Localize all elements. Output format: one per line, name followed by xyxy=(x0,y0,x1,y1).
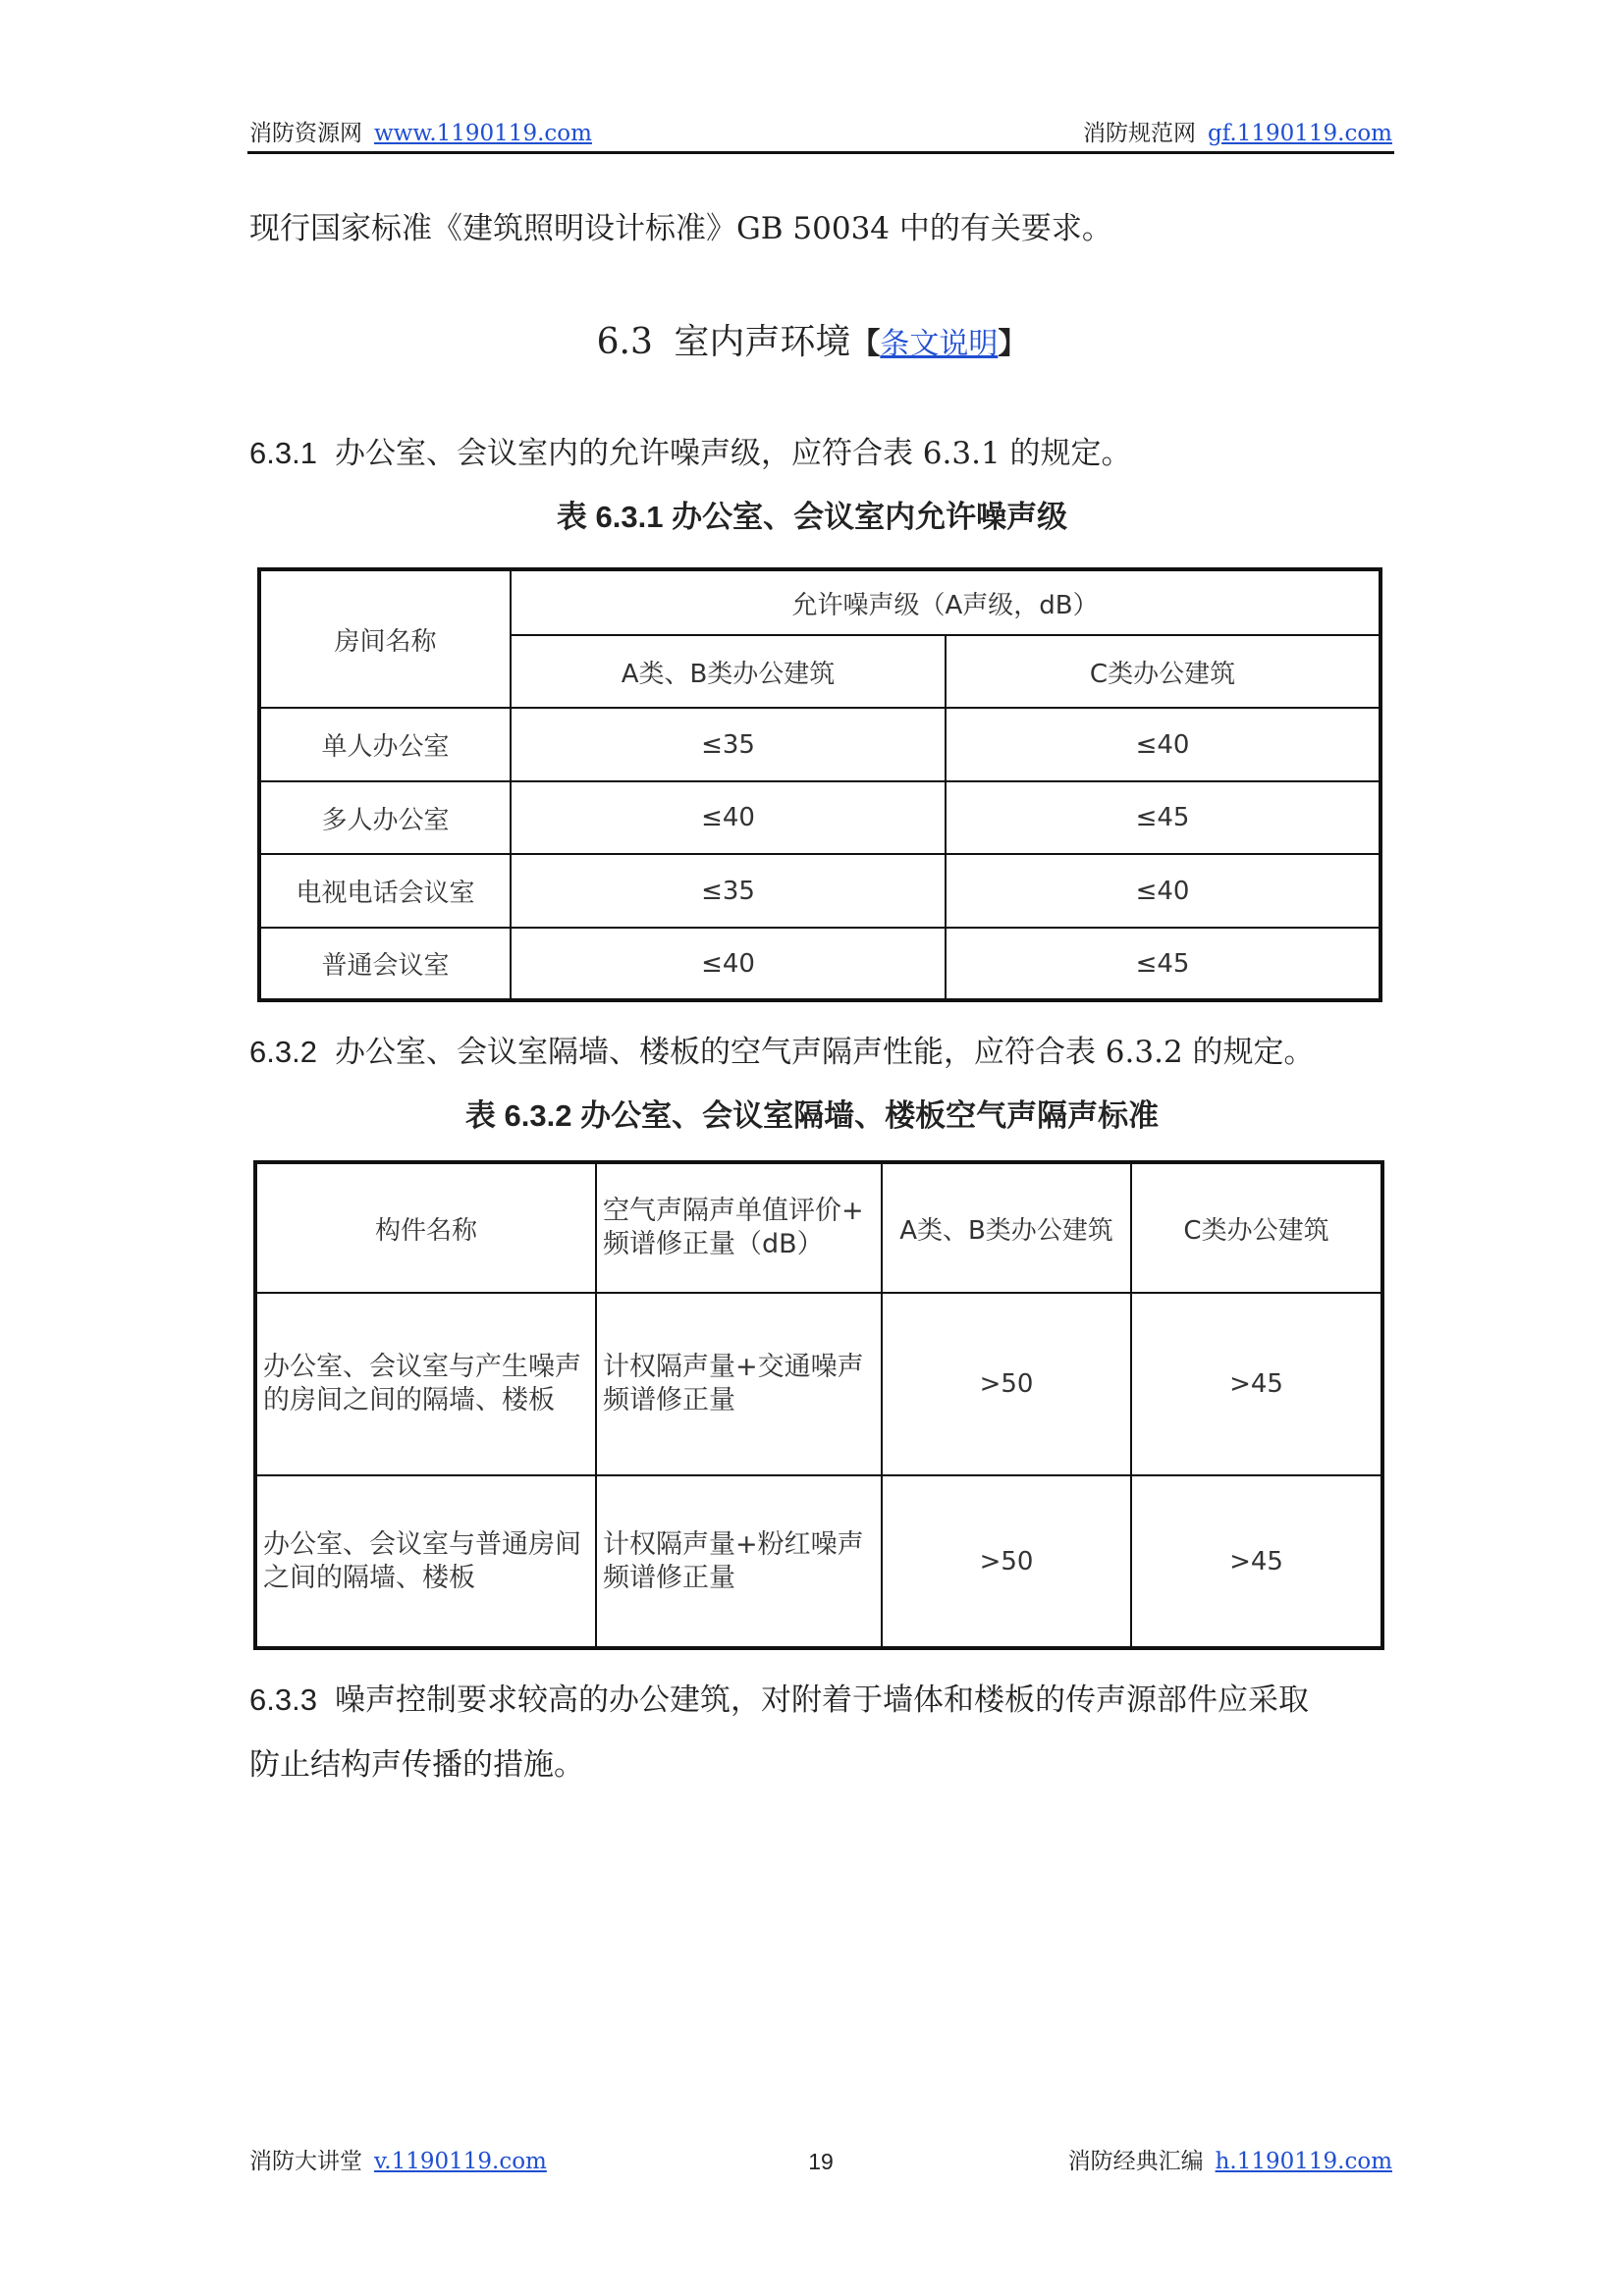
cell-evaluation-line2: 频谱修正量 xyxy=(603,1562,735,1593)
header-left xyxy=(249,116,592,151)
header-evaluation-line1: 空气声隔声单值评价+ xyxy=(603,1196,864,1226)
table-6-3-1 xyxy=(257,567,1382,1002)
cell-evaluation-line1: 计权隔声量+交通噪声 xyxy=(603,1352,864,1382)
cell-ab-value: ≤35 xyxy=(511,854,946,928)
header-right-link[interactable]: gf.1190119.com xyxy=(1207,121,1392,146)
header-class-ab: A类、B类办公建筑 xyxy=(882,1162,1131,1293)
header-left-link[interactable]: www.1190119.com xyxy=(374,121,592,146)
clause-text: 办公室、会议室内的允许噪声级，应符合表 6.3.1 的规定。 xyxy=(334,436,1132,471)
cell-room: 多人办公室 xyxy=(259,781,511,854)
cell-c-value: ≤40 xyxy=(946,854,1380,928)
footer-right-site-name: 消防经典汇编 xyxy=(1067,2149,1204,2174)
header-component-name: 构件名称 xyxy=(255,1162,596,1293)
cell-component xyxy=(255,1293,596,1475)
cell-ab-value: >50 xyxy=(882,1475,1131,1648)
table-row xyxy=(259,781,1380,854)
clause-6-3-3-continued: 防止结构声传播的措施。 xyxy=(249,1747,584,1783)
table-6-3-2-caption: 表 6.3.2 办公室、会议室隔墙、楼板空气声隔声标准 xyxy=(464,1098,1160,1133)
cell-ab-value: ≤35 xyxy=(511,708,946,781)
cell-ab-value: >50 xyxy=(882,1293,1131,1475)
table-row xyxy=(255,1293,1382,1475)
header-left-site-name: 消防资源网 xyxy=(249,121,362,146)
cell-c-value: ≤45 xyxy=(946,781,1380,854)
cell-evaluation-line1: 计权隔声量+粉红噪声 xyxy=(603,1528,864,1560)
table-row xyxy=(259,928,1380,1000)
cell-evaluation-line2: 频谱修正量 xyxy=(603,1385,735,1415)
clause-6-3-2 xyxy=(249,1033,1315,1072)
cell-room: 单人办公室 xyxy=(259,708,511,781)
cell-component-line2: 之间的隔墙、楼板 xyxy=(263,1562,475,1593)
header-allowed-noise: 允许噪声级（A声级，dB） xyxy=(511,569,1380,635)
cell-ab-value: ≤40 xyxy=(511,781,946,854)
table-row xyxy=(255,1475,1382,1648)
cell-component xyxy=(255,1475,596,1648)
header-right xyxy=(1083,116,1392,151)
header-divider xyxy=(247,151,1394,154)
clause-explanation-link[interactable]: 条文说明 xyxy=(880,327,999,361)
clause-text: 办公室、会议室隔墙、楼板的空气声隔声性能，应符合表 6.3.2 的规定。 xyxy=(334,1035,1315,1070)
cell-ab-value: ≤40 xyxy=(511,928,946,1000)
table-row xyxy=(259,854,1380,928)
clause-number: 6.3.3 xyxy=(249,1682,317,1717)
header-class-c: C类办公建筑 xyxy=(1131,1162,1382,1293)
cell-room: 普通会议室 xyxy=(259,928,511,1000)
table-6-3-1-caption: 表 6.3.1 办公室、会议室内允许噪声级 xyxy=(556,500,1068,534)
clause-6-3-1 xyxy=(249,434,1132,473)
cell-evaluation xyxy=(596,1293,882,1475)
header-class-ab: A类、B类办公建筑 xyxy=(511,635,946,708)
clause-number: 6.3.2 xyxy=(249,1035,317,1069)
section-heading xyxy=(0,320,1624,367)
cell-component-line2: 的房间之间的隔墙、楼板 xyxy=(263,1385,555,1415)
cell-evaluation xyxy=(596,1475,882,1648)
footer-left-link[interactable]: v.1190119.com xyxy=(374,2149,547,2174)
table-row xyxy=(259,708,1380,781)
cell-component-line1: 办公室、会议室与产生噪声 xyxy=(263,1352,581,1382)
section-number: 6.3 xyxy=(596,322,653,362)
cell-c-value: >45 xyxy=(1131,1293,1382,1475)
section-title: 室内声环境 xyxy=(674,322,851,362)
table-6-3-2 xyxy=(253,1160,1384,1650)
header-room-name: 房间名称 xyxy=(259,569,511,708)
page-footer xyxy=(249,2144,1392,2179)
clause-6-3-3 xyxy=(249,1681,1309,1720)
header-evaluation-line2: 频谱修正量（dB） xyxy=(603,1229,824,1259)
cell-component-line1: 办公室、会议室与普通房间 xyxy=(263,1528,581,1560)
bracket-close: 】 xyxy=(998,327,1028,361)
cell-c-value: >45 xyxy=(1131,1475,1382,1648)
table-header-row xyxy=(255,1162,1382,1293)
page-header xyxy=(249,116,1392,151)
cell-room: 电视电话会议室 xyxy=(259,854,511,928)
header-class-c: C类办公建筑 xyxy=(946,635,1380,708)
table-header-row xyxy=(259,569,1380,635)
footer-right xyxy=(1068,2144,1392,2179)
cell-c-value: ≤40 xyxy=(946,708,1380,781)
header-right-site-name: 消防规范网 xyxy=(1082,121,1196,146)
cell-c-value: ≤45 xyxy=(946,928,1380,1000)
header-evaluation xyxy=(596,1162,882,1293)
clause-number: 6.3.1 xyxy=(249,436,317,470)
page-number: 19 xyxy=(808,2149,834,2174)
footer-right-link[interactable]: h.1190119.com xyxy=(1215,2149,1392,2174)
footer-left-site-name: 消防大讲堂 xyxy=(249,2149,362,2174)
clause-text-line1: 噪声控制要求较高的办公建筑，对附着于墙体和楼板的传声源部件应采取 xyxy=(334,1682,1309,1718)
bracket-open: 【 xyxy=(850,327,881,361)
intro-paragraph: 现行国家标准《建筑照明设计标准》GB 50034 中的有关要求。 xyxy=(249,211,1112,246)
